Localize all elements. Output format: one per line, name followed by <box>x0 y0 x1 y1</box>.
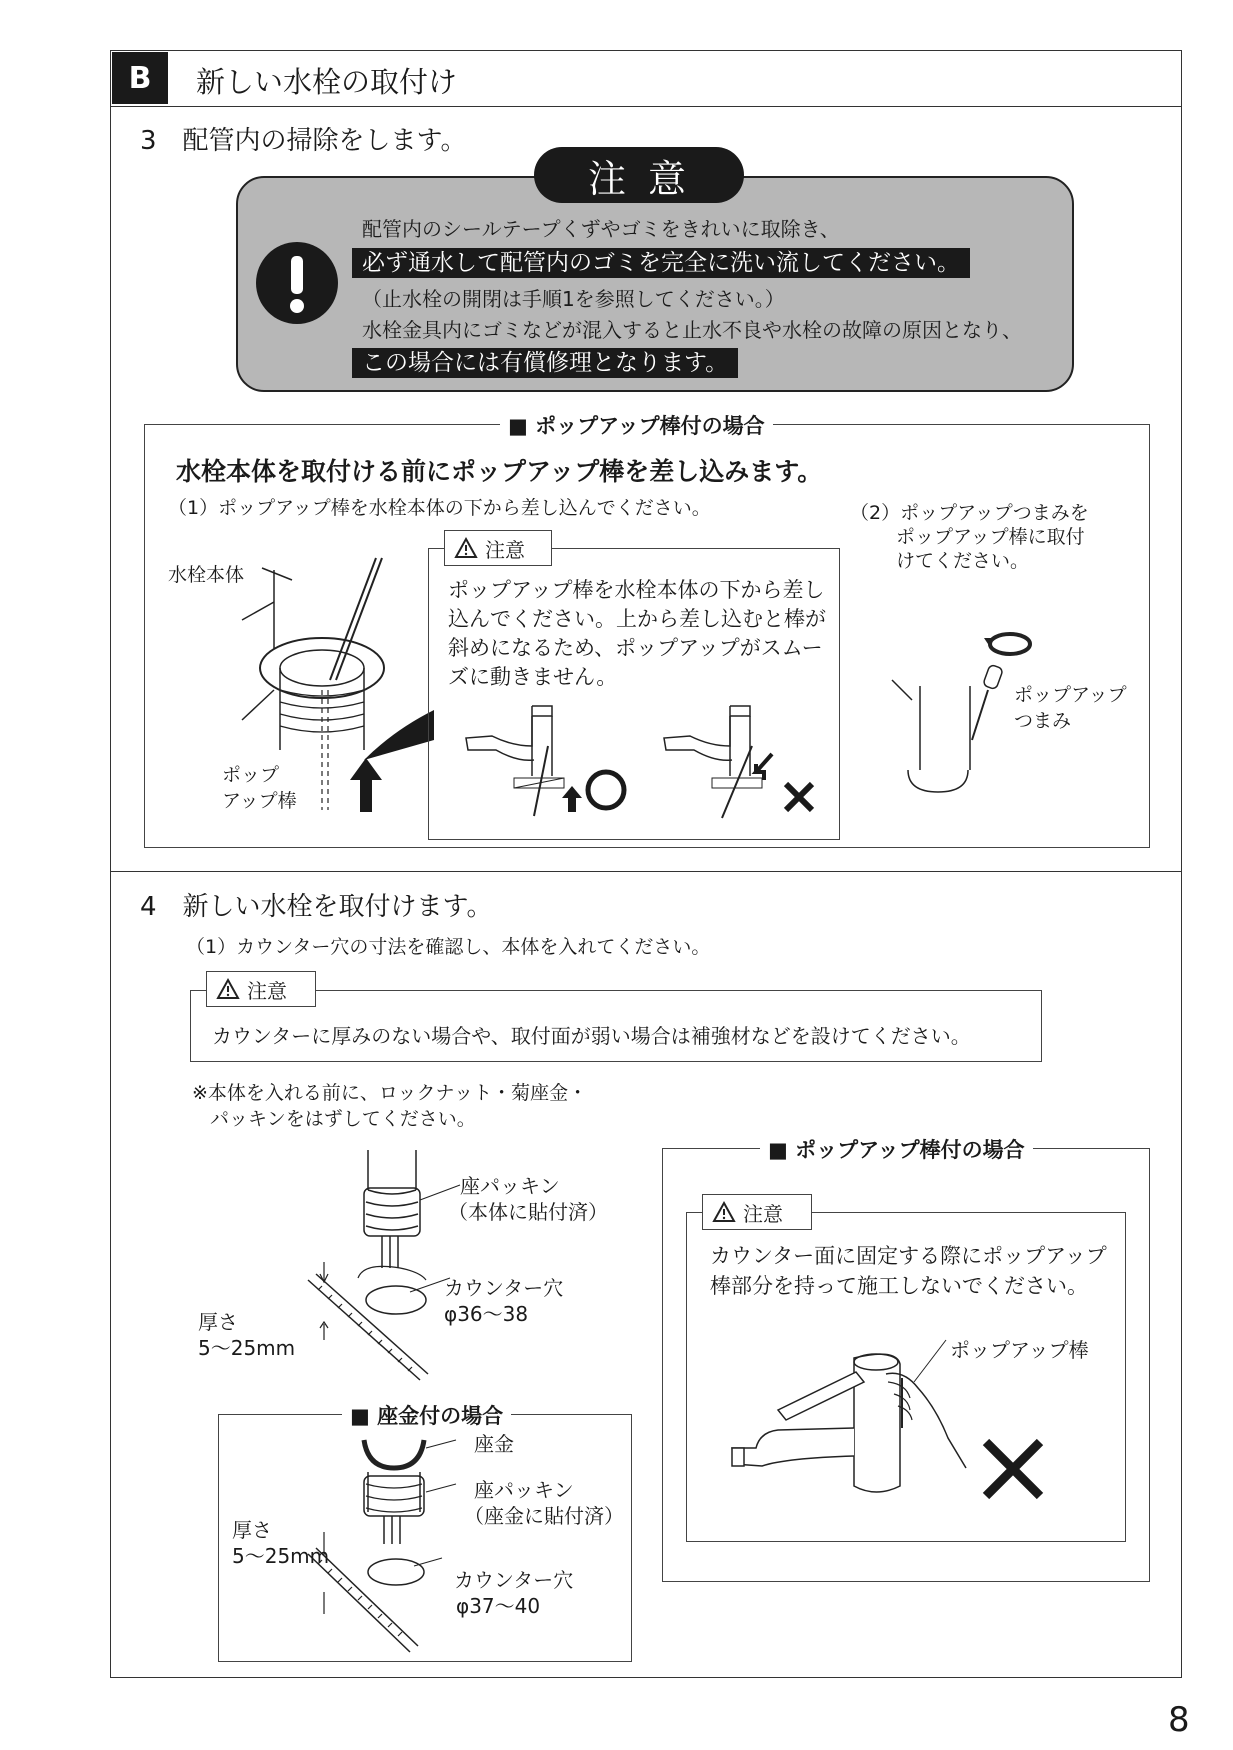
exclamation-icon <box>256 242 338 324</box>
header-divider <box>110 106 1182 107</box>
popup-panel-step4-title: ■ ポップアップ棒付の場合 <box>760 1134 1033 1164</box>
faucet-bottom-curve <box>888 770 1028 800</box>
label-packing-2: （本体に貼付済） <box>448 1200 608 1224</box>
warning-step4-line-1: カウンター面に固定する際にポップアップ <box>710 1244 1107 1268</box>
label-washer-hole-1: カウンター穴 <box>454 1568 574 1592</box>
warning-triangle-icon <box>455 538 477 558</box>
label-thickness-1: 厚さ <box>198 1310 238 1334</box>
label-washer-thickness-2: 5〜25mm <box>232 1544 330 1568</box>
caution-line-2: 必ず通水して配管内のゴミを完全に洗い流してください。 <box>352 248 970 278</box>
caution-line-4: 水栓金具内にゴミなどが混入すると止水不良や水栓の故障の原因となり、 <box>362 318 1022 342</box>
label-popup-rod-step4: ポップアップ棒 <box>950 1338 1089 1362</box>
washer-illustration <box>318 1432 541 1662</box>
warning-line-3: 斜めになるため、ポップアップがスムー <box>448 636 823 660</box>
hand-holding-rod-illustration <box>726 1348 1056 1548</box>
warning-label: 注意 <box>485 537 525 562</box>
label-washer-packing-1: 座パッキン <box>474 1478 574 1502</box>
label-popup-knob-2: つまみ <box>1014 710 1072 732</box>
label-popup-rod-2: アップ棒 <box>222 790 297 812</box>
washer-panel-title: ■ 座金付の場合 <box>342 1400 511 1430</box>
warning-label: 注意 <box>743 1201 783 1226</box>
label-popup-rod-1: ポップ <box>222 764 280 786</box>
label-washer-packing-2: （座金に貼付済） <box>464 1504 624 1528</box>
caution-line-1: 配管内のシールテープくずやゴミをきれいに取除き、 <box>362 217 840 241</box>
section-divider <box>110 871 1182 872</box>
step3-title: 3 配管内の掃除をします。 <box>140 126 467 156</box>
popup-sub2-line3: けてください。 <box>896 550 1030 572</box>
popup-panel-title: ■ ポップアップ棒付の場合 <box>500 410 773 440</box>
step4-sub1: （1）カウンター穴の寸法を確認し、本体を入れてください。 <box>186 936 711 958</box>
caution-line-3: （止水栓の開閉は手順1を参照してください。） <box>362 287 785 311</box>
correct-insert-illustration <box>462 706 632 826</box>
label-hole-1: カウンター穴 <box>444 1276 564 1300</box>
page-number: 8 <box>1168 1700 1190 1740</box>
section-badge: B <box>112 52 168 104</box>
warning-line-4: ズに動きません。 <box>448 665 618 689</box>
label-faucet-body: 水栓本体 <box>168 564 245 586</box>
caution-label: 注意 <box>534 147 744 203</box>
warning-line-1: ポップアップ棒を水栓本体の下から差し <box>448 578 825 602</box>
warning-step4-line-2: 棒部分を持って施工しないでください。 <box>710 1274 1088 1298</box>
label-popup-knob-1: ポップアップ <box>1014 684 1127 706</box>
incorrect-insert-illustration <box>660 706 830 826</box>
warning-line-2: 込んでください。上から差し込むと棒が <box>448 607 826 631</box>
warning-tab-step3 <box>444 530 552 566</box>
warning-triangle-icon <box>713 1202 735 1222</box>
label-washer-thickness-1: 厚さ <box>232 1518 272 1542</box>
step4-title: 4 新しい水栓を取付けます。 <box>140 892 493 922</box>
label-washer: 座金 <box>474 1432 514 1456</box>
label-thickness-2: 5〜25mm <box>198 1336 296 1360</box>
warning-tab-step4 <box>702 1194 812 1230</box>
popup-heading: 水栓本体を取付ける前にポップアップ棒を差し込みます。 <box>176 457 823 486</box>
label-packing-1: 座パッキン <box>460 1174 560 1198</box>
warning-triangle-icon <box>217 979 239 999</box>
label-hole-2: φ36〜38 <box>444 1302 529 1326</box>
note-line-1: ※本体を入れる前に、ロックナット・菊座金・ <box>192 1082 588 1104</box>
caution-line-5: この場合には有償修理となります。 <box>352 348 738 378</box>
popup-sub2-line2: ポップアップ棒に取付 <box>896 526 1085 548</box>
note-line-2: パッキンをはずしてください。 <box>210 1108 476 1130</box>
popup-sub1: （1）ポップアップ棒を水栓本体の下から差し込んでください。 <box>168 497 711 519</box>
warning-counter-text: カウンターに厚みのない場合や、取付面が弱い場合は補強材などを設けてください。 <box>212 1024 971 1048</box>
warning-tab-counter <box>206 971 316 1007</box>
popup-sub2-line1: （2）ポップアップつまみを <box>850 502 1089 524</box>
warning-label: 注意 <box>247 978 287 1003</box>
label-washer-hole-2: φ37〜40 <box>456 1594 541 1618</box>
section-title: 新しい水栓の取付け <box>196 65 458 99</box>
popup-knob-illustration <box>888 620 1028 750</box>
